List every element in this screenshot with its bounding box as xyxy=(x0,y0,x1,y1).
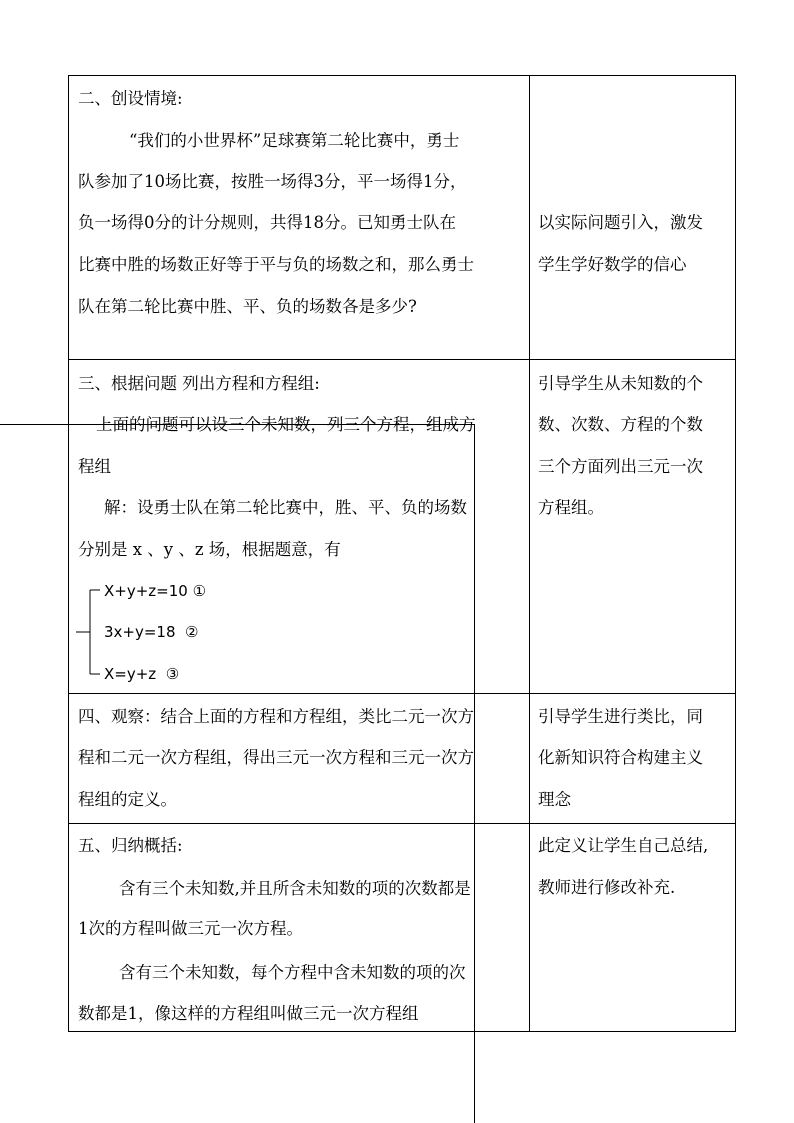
equation-1: X+y+z=10 ① xyxy=(104,582,207,600)
section5-text-line: 含有三个未知数,并且所含未知数的项的次数都是 xyxy=(119,879,471,898)
table-bottom-border xyxy=(68,1031,736,1032)
section5-text-line: 数都是1，像这样的方程组叫做三元一次方程组 xyxy=(78,1004,419,1023)
section2-text-line: 队参加了10场比赛，按胜一场得3分，平一场得1分， xyxy=(78,172,467,191)
section2-text-line: 比赛中胜的场数正好等于平与负的场数之和，那么勇士 xyxy=(78,255,474,274)
section4-text-line: 程和二元一次方程组，得出三元一次方程和三元一次方 xyxy=(78,748,474,767)
table-left-border xyxy=(68,75,69,1032)
section5-note-line: 此定义让学生自己总结, xyxy=(538,836,709,855)
section3-note-line: 引导学生从未知数的个 xyxy=(538,374,703,393)
section2-text-line: 负一场得0分的计分规则，共得18分。已知勇士队在 xyxy=(78,213,456,232)
section2-note-line: 以实际问题引入，激发 xyxy=(538,213,703,232)
section4-text-line: 四、观察：结合上面的方程和方程组，类比二元一次方 xyxy=(78,707,474,726)
section2-note-line: 学生学好数学的信心 xyxy=(538,255,687,274)
section4-note-line: 引导学生进行类比，同 xyxy=(538,707,703,726)
section2-text-line: 队在第二轮比赛中胜、平、负的场数各是多少? xyxy=(78,297,417,316)
section2-heading: 二、创设情境: xyxy=(78,89,183,108)
section3-note-line: 数、次数、方程的个数 xyxy=(538,415,703,434)
section3-text-line: 分别是 x 、y 、z 场，根据题意，有 xyxy=(78,540,341,559)
row-divider-2 xyxy=(68,693,736,694)
row-divider-3 xyxy=(68,823,736,824)
equation-2: 3x+y=18 ② xyxy=(104,623,199,641)
section3-text-line: 解：设勇士队在第二轮比赛中，胜、平、负的场数 xyxy=(104,498,467,517)
section4-note-line: 化新知识符合构建主义 xyxy=(538,748,703,767)
section4-text-line: 程组的定义。 xyxy=(78,790,177,809)
section3-text-line: 程组 xyxy=(78,457,111,476)
column-divider xyxy=(529,75,530,1032)
stray-vertical-line xyxy=(474,424,475,1123)
equation-3: X=y+z ③ xyxy=(104,665,180,683)
section5-text-line: 1次的方程叫做三元一次方程。 xyxy=(78,919,303,938)
section2-text-line: “我们的小世界杯”足球赛第二轮比赛中，勇士 xyxy=(129,131,460,150)
section3-heading: 三、根据问题 列出方程和方程组: xyxy=(78,374,320,393)
section3-text-line: 上面的问题可以设三个未知数，列三个方程，组成方 xyxy=(96,415,476,434)
section5-heading: 五、归纳概括: xyxy=(78,836,183,855)
table-top-border xyxy=(68,75,736,76)
section3-note-line: 方程组。 xyxy=(538,498,604,517)
row-divider-1 xyxy=(68,359,736,360)
section5-text-line: 含有三个未知数，每个方程中含未知数的项的次 xyxy=(119,963,466,982)
section3-note-line: 三个方面列出三元一次 xyxy=(538,457,703,476)
table-right-border xyxy=(735,75,736,1032)
section4-note-line: 理念 xyxy=(538,790,571,809)
section5-note-line: 教师进行修改补充. xyxy=(538,878,676,897)
